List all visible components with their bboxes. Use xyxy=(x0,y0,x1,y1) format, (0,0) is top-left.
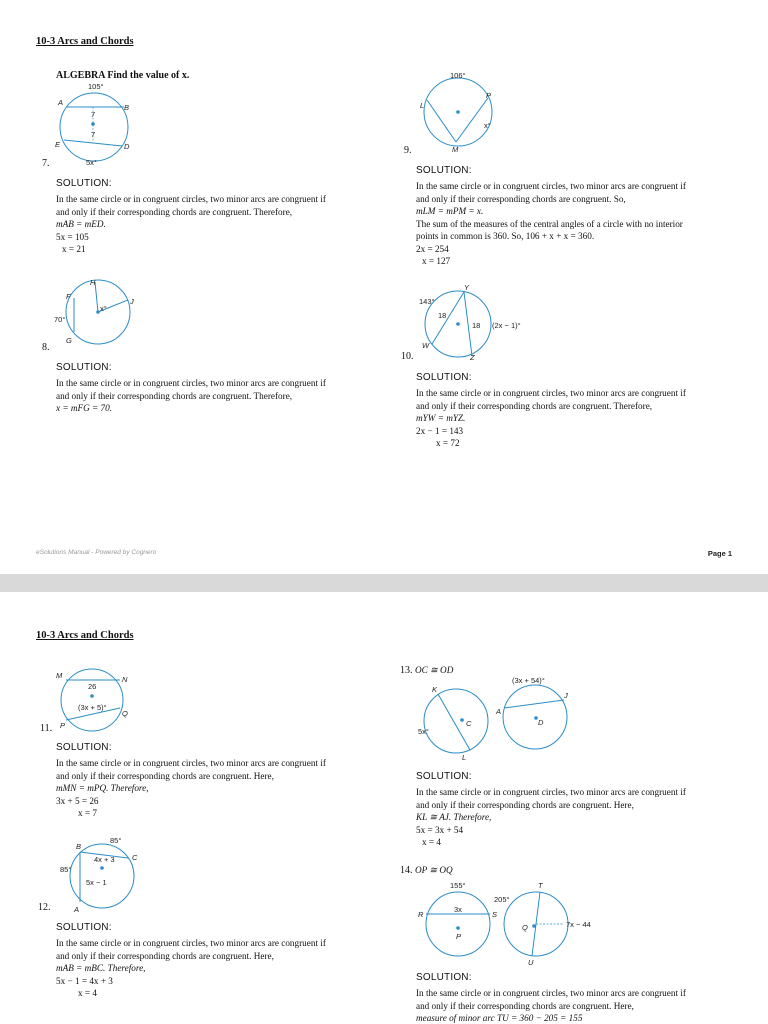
fig8-label: J xyxy=(130,297,134,306)
figure-problem-11 xyxy=(50,664,140,734)
solution-step: 5x = 3x + 54 xyxy=(416,824,464,835)
circle-center xyxy=(100,866,104,870)
solution-label: SOLUTION: xyxy=(56,922,112,933)
solution-line: In the same circle or in congruent circles, two minor arcs are congruent if xyxy=(416,787,686,797)
fig13-label: D xyxy=(538,718,544,727)
problem-number: 11. xyxy=(40,723,53,734)
solution-line: In the same circle or in congruent circles, two minor arcs are congruent if xyxy=(56,194,326,204)
page-2 xyxy=(0,592,768,1024)
fig11-label: (3x + 5)° xyxy=(78,703,107,712)
solution-text xyxy=(56,193,376,256)
fig13-label: K xyxy=(432,685,438,694)
solution-label: SOLUTION: xyxy=(416,372,472,383)
solution-step: measure of minor arc TU = 360 − 205 = 155 xyxy=(416,1013,583,1023)
fig14-label: U xyxy=(528,958,534,966)
solution-step: mLM = mPM = x. xyxy=(416,206,484,216)
fig13-label: C xyxy=(466,719,472,728)
fig10-label: (2x − 1)° xyxy=(492,321,521,330)
solution-text xyxy=(416,180,746,268)
circle-center xyxy=(456,926,460,930)
solution-step: mYW = mYZ. xyxy=(416,413,466,423)
fig11-label: Q xyxy=(122,709,128,718)
fig8-label: F xyxy=(66,292,71,301)
fig9-label: 106° xyxy=(450,71,466,80)
fig11-label: 26 xyxy=(88,682,97,691)
page-header: 10-3 Arcs and Chords xyxy=(36,630,134,641)
solution-label: SOLUTION: xyxy=(416,771,472,782)
fig14-label: S xyxy=(492,910,498,919)
solution-label: SOLUTION: xyxy=(56,742,112,753)
fig12-label: B xyxy=(76,842,82,851)
figure-problem-8 xyxy=(50,276,140,346)
problem-number xyxy=(400,864,453,877)
solution-line: and only if their corresponding chords are congruent. Here, xyxy=(416,1000,634,1011)
fig14-label: R xyxy=(418,910,424,919)
footer-page-number: Page 1 xyxy=(707,549,732,558)
fig11-label: M xyxy=(56,671,63,680)
fig9-label: M xyxy=(452,145,459,154)
problem-number: 7. xyxy=(42,158,50,169)
problem-number-text: 13. xyxy=(400,665,413,676)
fig7-label: 105° xyxy=(88,82,104,91)
directions: ALGEBRA Find the value of x. xyxy=(56,70,190,81)
solution-step: mAB = mBC. Therefore, xyxy=(56,963,146,973)
fig12-label: 5x − 1 xyxy=(86,878,107,887)
solution-step: 5x = 105 xyxy=(56,231,89,242)
fig11-label: P xyxy=(60,721,66,730)
fig10-label: 18 xyxy=(438,311,447,320)
solution-step: points in common is 360. So, 106 + x + x = 360. xyxy=(416,231,595,241)
solution-line: In the same circle or in congruent circles, two minor arcs are congruent if xyxy=(416,988,686,998)
solution-text xyxy=(416,387,746,450)
footer-left: eSolutions Manual - Powered by Cognero xyxy=(36,549,157,556)
solution-text xyxy=(56,757,376,820)
fig12-label: 85° xyxy=(60,865,72,874)
solution-step: mMN = mPQ. Therefore, xyxy=(56,783,149,793)
figure-problem-9 xyxy=(416,70,506,154)
fig10-label: 143° xyxy=(419,297,435,306)
figure-problem-14 xyxy=(414,876,614,966)
fig8-label: G xyxy=(66,336,72,345)
solution-step: x = 21 xyxy=(62,244,86,254)
solution-line: In the same circle or in congruent circles, two minor arcs are congruent if xyxy=(416,388,686,398)
solution-line: and only if their corresponding chords are congruent. Here, xyxy=(56,950,274,961)
fig10-label: Z xyxy=(470,353,475,362)
solution-line: and only if their corresponding chords are congruent. Here, xyxy=(56,770,274,781)
problem-number: 12. xyxy=(38,902,51,913)
problem-number-text: 14. xyxy=(400,865,413,876)
solution-step: x = 127 xyxy=(422,256,451,266)
solution-label: SOLUTION: xyxy=(416,972,472,983)
fig8-label: 70° xyxy=(54,315,66,324)
fig14-label: T xyxy=(538,881,543,890)
solution-line: and only if their corresponding chords are congruent. Therefore, xyxy=(56,206,293,217)
fig7-label: E xyxy=(55,140,61,149)
solution-step: x = 4 xyxy=(78,988,97,998)
fig13-label: (3x + 54)° xyxy=(512,676,545,685)
fig7-label: B xyxy=(124,103,130,112)
fig12-label: 85° xyxy=(110,836,122,845)
fig14-label: 155° xyxy=(450,881,466,890)
solution-line: In the same circle or in congruent circles, two minor arcs are congruent if xyxy=(56,378,326,388)
fig14-label: Q xyxy=(522,923,528,932)
solution-step: mAB = mED. xyxy=(56,219,106,229)
solution-step: 5x − 1 = 4x + 3 xyxy=(56,975,113,986)
fig13-label: 5x° xyxy=(418,727,429,736)
solution-step: x = 72 xyxy=(436,438,460,448)
fig12-label: A xyxy=(74,905,80,914)
fig10-label: 18 xyxy=(472,321,481,330)
problem-number: 10. xyxy=(401,351,414,362)
figure-problem-10 xyxy=(414,282,544,362)
circle-center xyxy=(456,322,460,326)
fig7-label: 7 xyxy=(91,110,96,119)
solution-text xyxy=(416,987,746,1024)
solution-label: SOLUTION: xyxy=(416,165,472,176)
fig13-label: J xyxy=(564,691,568,700)
solution-line: In the same circle or in congruent circles, two minor arcs are congruent if xyxy=(56,758,326,768)
solution-line: and only if their corresponding chords are congruent. Therefore, xyxy=(416,400,653,411)
fig9-label: x° xyxy=(484,121,491,130)
fig11-label: N xyxy=(122,675,128,684)
fig13-label: A xyxy=(496,707,502,716)
problem-number: 8. xyxy=(42,342,50,353)
page-header: 10-3 Arcs and Chords xyxy=(36,36,134,47)
problem-number xyxy=(400,664,453,677)
solution-step: x = mFG = 70. xyxy=(56,403,113,413)
solution-line: and only if their corresponding chords are congruent. Therefore, xyxy=(56,390,293,401)
circle-center xyxy=(532,924,536,928)
solution-step: x = 4 xyxy=(422,837,441,847)
solution-text xyxy=(56,377,376,415)
figure-problem-7 xyxy=(52,80,142,170)
fig8-label: H xyxy=(90,278,96,287)
fig7-label: D xyxy=(124,142,130,151)
fig7-label: A xyxy=(58,98,64,107)
fig9-label: L xyxy=(420,101,425,110)
fig7-label: 7 xyxy=(91,130,96,139)
fig12-label: C xyxy=(132,853,138,862)
fig7-label: 5x° xyxy=(86,158,97,167)
solution-line: In the same circle or in congruent circles, two minor arcs are congruent if xyxy=(56,938,326,948)
solution-step: 2x − 1 = 143 xyxy=(416,425,464,436)
fig14-label: 205° xyxy=(494,895,510,904)
solution-step: KL ≅ AJ. Therefore, xyxy=(416,812,492,822)
fig14-label: 7x − 44 xyxy=(566,920,591,929)
solution-line: and only if their corresponding chords are congruent. Here, xyxy=(416,799,634,810)
problem-given: OP ≅ OQ xyxy=(415,865,453,875)
problem-given: OC ≅ OD xyxy=(415,665,454,675)
fig13-label: L xyxy=(462,753,467,760)
figure-problem-12 xyxy=(52,834,152,914)
solution-step: 2x = 254 xyxy=(416,243,449,254)
solution-step: 3x + 5 = 26 xyxy=(56,795,99,806)
solution-step: The sum of the measures of the central angles of a circle with no interior xyxy=(416,218,683,229)
circle-center xyxy=(456,110,460,114)
fig10-label: W xyxy=(422,341,430,350)
solution-line: In the same circle or in congruent circles, two minor arcs are congruent if xyxy=(416,181,686,191)
solution-text xyxy=(56,937,376,1000)
fig12-label: 4x + 3 xyxy=(94,855,115,864)
fig14-label: 3x xyxy=(454,905,462,914)
solution-text xyxy=(416,786,746,849)
problem-number: 9. xyxy=(404,145,412,156)
solution-label: SOLUTION: xyxy=(56,362,112,373)
fig8-label: x° xyxy=(100,304,107,313)
fig14-label: P xyxy=(456,932,462,941)
circle-center xyxy=(90,694,94,698)
solution-label: SOLUTION: xyxy=(56,178,112,189)
circle-center xyxy=(460,718,464,722)
fig9-label: P xyxy=(486,91,492,100)
solution-line: and only if their corresponding chords are congruent. So, xyxy=(416,193,626,204)
figure-problem-13 xyxy=(410,676,580,760)
solution-step: x = 7 xyxy=(78,808,97,818)
fig10-label: Y xyxy=(464,283,470,292)
